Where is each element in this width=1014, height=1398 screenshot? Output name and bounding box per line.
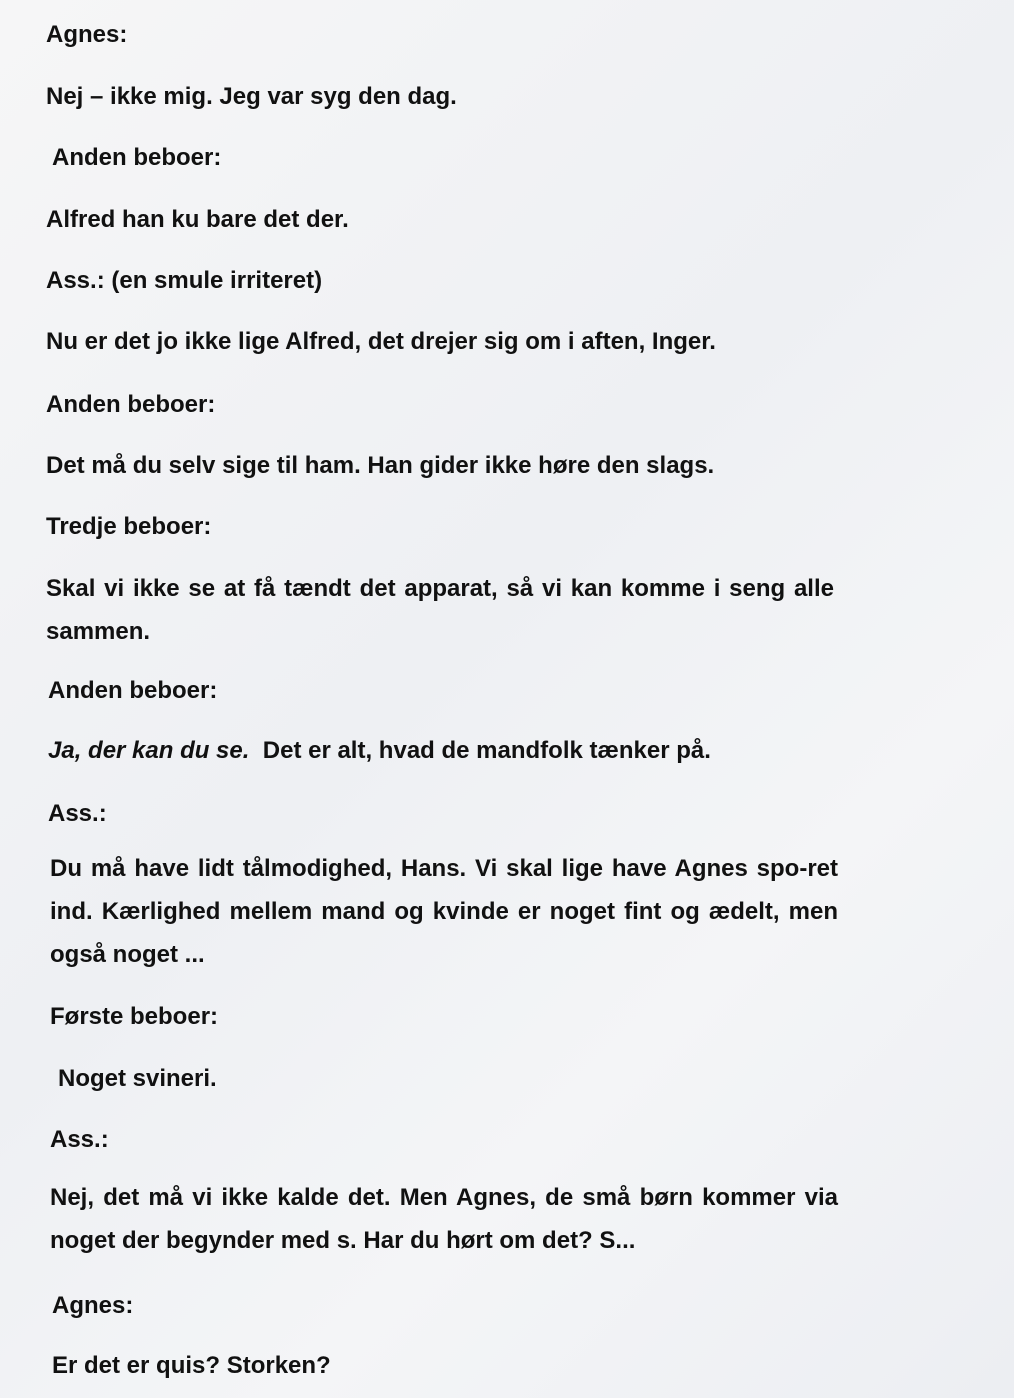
dialogue-line: Nej – ikke mig. Jeg var syg den dag. xyxy=(46,83,457,110)
dialogue-line: Noget svineri. xyxy=(58,1065,217,1092)
speaker-label: Tredje beboer: xyxy=(46,513,212,540)
dialogue-line: Er det er quis? Storken? xyxy=(52,1352,331,1379)
speaker-label: Første beboer: xyxy=(50,1003,219,1030)
dialogue-line: Nu er det jo ikke lige Alfred, det drejer sig om i aften, Inger. xyxy=(46,328,716,355)
dialogue-paragraph: Skal vi ikke se at få tændt det apparat, så vi kan komme i seng alle sammen. xyxy=(46,575,834,645)
speaker-label: Ass.: (en smule irriteret) xyxy=(46,267,323,294)
dialogue-line xyxy=(48,736,711,766)
speaker-label: Ass.: xyxy=(50,1126,109,1153)
speaker-label: Ass.: xyxy=(48,800,107,827)
speaker-label: Anden beboer: xyxy=(52,144,222,171)
speaker-label: Agnes: xyxy=(46,21,128,48)
dialogue-paragraph: Nej, det må vi ikke kalde det. Men Agnes, de små børn kommer via noget der begynder med s. Har du hørt om det? S... xyxy=(50,1184,838,1254)
dialogue-italic-part: Ja, der kan du se. xyxy=(48,737,250,764)
dialogue-part: Det er alt, hvad de mandfolk tænker på. xyxy=(262,737,711,764)
speaker-label: Anden beboer: xyxy=(48,677,218,704)
dialogue-line: Det må du selv sige til ham. Han gider ikke høre den slags. xyxy=(46,452,715,479)
speaker-label: Agnes: xyxy=(52,1292,134,1319)
dialogue-paragraph: Du må have lidt tålmodighed, Hans. Vi skal lige have Agnes spo-ret ind. Kærlighed mellem mand og kvinde er noget fint og ædelt, men også noget ... xyxy=(50,855,838,968)
speaker-label: Anden beboer: xyxy=(46,391,216,418)
dialogue-line: Alfred han ku bare det der. xyxy=(46,206,349,233)
